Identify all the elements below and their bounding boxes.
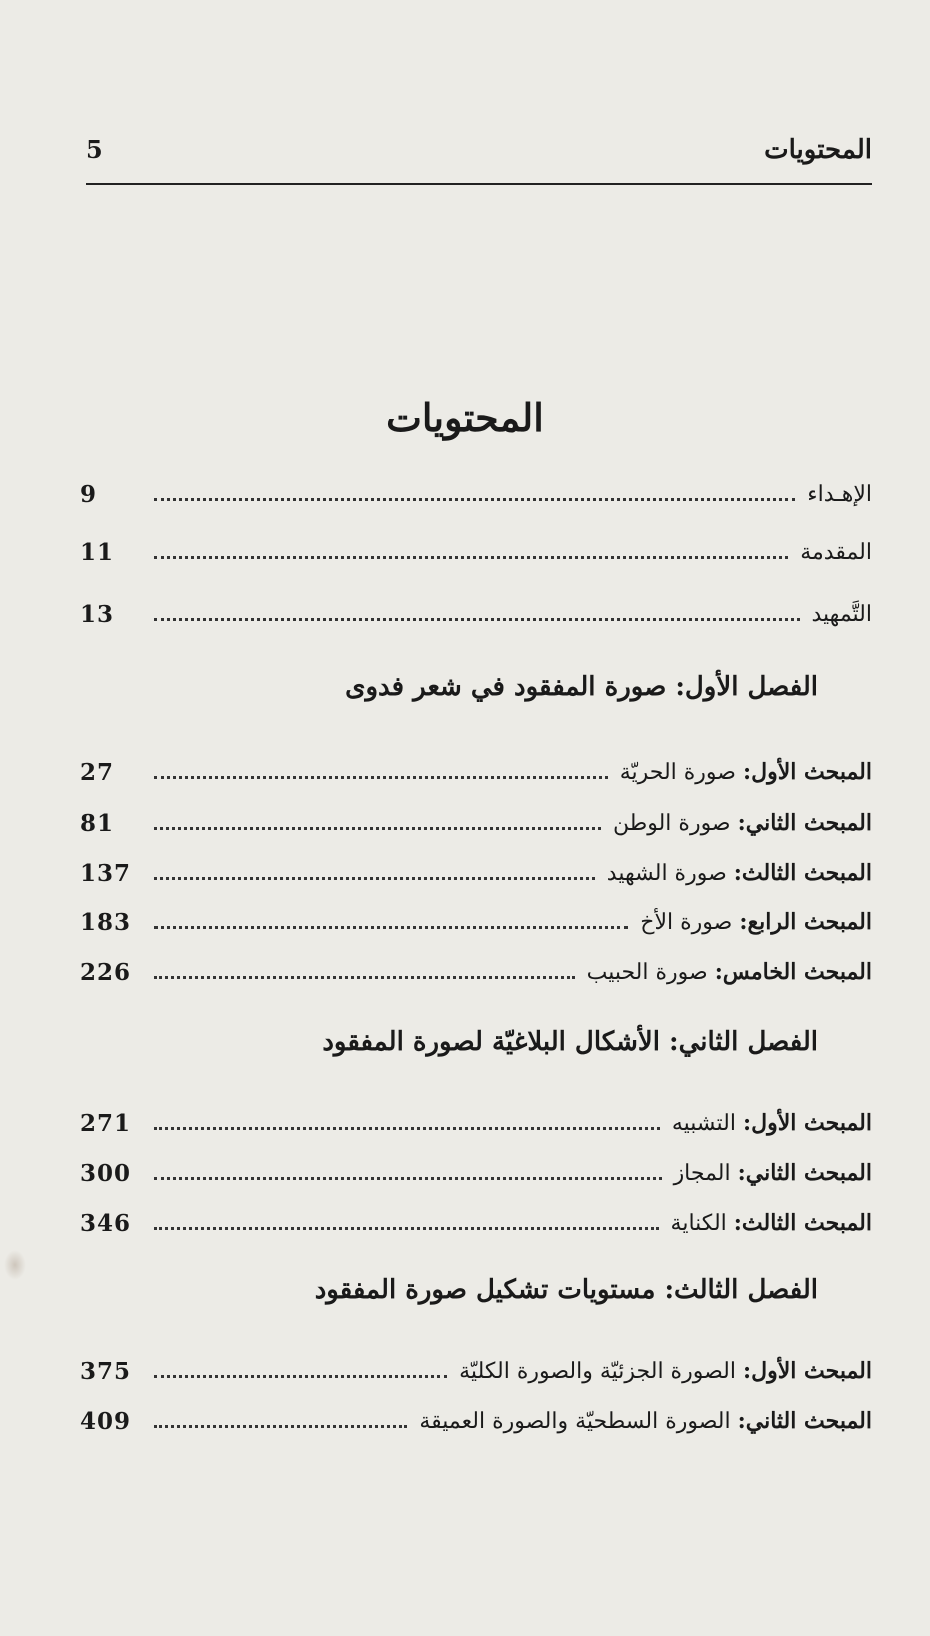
toc-entry[interactable]	[80, 851, 872, 895]
page-number: 5	[86, 135, 103, 164]
dot-leader	[154, 877, 595, 880]
toc-entry[interactable]	[80, 1101, 872, 1145]
entry-prefix: المبحث الأول:	[742, 759, 872, 785]
toc-entry[interactable]	[80, 1349, 872, 1393]
entry-page: 27	[80, 758, 115, 786]
entry-page: 271	[80, 1109, 132, 1137]
toc-entry[interactable]	[80, 1201, 872, 1245]
entry-prefix: المبحث الرابع:	[739, 909, 872, 935]
dot-leader	[154, 1227, 659, 1230]
entry-prefix: المبحث الثالث:	[733, 1210, 872, 1236]
chapter-2-heading: الفصل الثاني: الأشكال البلاغيّة لصورة المفقود	[322, 1027, 818, 1057]
dot-leader	[154, 618, 800, 621]
dot-leader	[154, 1177, 662, 1180]
entry-page: 375	[80, 1357, 132, 1385]
entry-subtitle: صورة الأخ	[640, 910, 733, 935]
entry-prefix: المبحث الثاني:	[737, 1160, 872, 1186]
entry-subtitle: صورة الحبيب	[586, 960, 708, 985]
entry-page: 137	[80, 859, 132, 887]
entry-title	[613, 810, 872, 836]
entry-prefix: المبحث الأول:	[742, 1358, 872, 1384]
toc-entry-introduction[interactable]	[80, 530, 872, 574]
dot-leader	[154, 1127, 660, 1130]
entry-subtitle: صورة الوطن	[612, 811, 731, 836]
entry-prefix: المبحث الخامس:	[714, 959, 872, 985]
dot-leader	[154, 827, 601, 830]
running-title: المحتويات	[764, 135, 872, 165]
entry-page: 13	[80, 600, 115, 628]
entry-title	[607, 860, 872, 886]
entry-subtitle: المجاز	[673, 1161, 731, 1186]
entry-prefix: المبحث الثاني:	[737, 810, 872, 836]
entry-subtitle: صورة الحريّة	[619, 760, 736, 785]
entry-page: 11	[80, 538, 115, 566]
dot-leader	[154, 926, 628, 929]
entry-subtitle: الكناية	[670, 1211, 727, 1236]
entry-subtitle: الصورة الجزئيّة والصورة الكليّة	[459, 1359, 736, 1384]
dot-leader	[154, 556, 788, 559]
dot-leader	[154, 1375, 447, 1378]
dot-leader	[154, 498, 795, 501]
entry-title: التَّمهيد	[811, 601, 872, 627]
entry-title	[587, 959, 872, 985]
header-rule	[86, 183, 872, 185]
entry-subtitle: صورة الشهيد	[606, 861, 727, 886]
entry-page: 346	[80, 1209, 132, 1237]
toc-entry-preface[interactable]	[80, 592, 872, 636]
entry-title: المقدمة	[800, 539, 872, 565]
entry-title: الإهـداء	[807, 481, 872, 507]
entry-title	[640, 909, 872, 935]
chapter-3-heading: الفصل الثالث: مستويات تشكيل صورة المفقود	[314, 1275, 818, 1305]
dot-leader	[154, 976, 575, 979]
entry-title	[459, 1358, 872, 1384]
entry-title	[419, 1408, 872, 1434]
toc-entry-dedication[interactable]	[80, 472, 872, 516]
toc-entry[interactable]	[80, 801, 872, 845]
entry-prefix: المبحث الأول:	[742, 1110, 872, 1136]
entry-page: 300	[80, 1159, 132, 1187]
dot-leader	[154, 776, 608, 779]
entry-prefix: المبحث الثاني:	[737, 1408, 872, 1434]
chapter-1-heading: الفصل الأول: صورة المفقود في شعر فدوى	[345, 672, 818, 702]
toc-entry[interactable]	[80, 900, 872, 944]
running-header	[86, 133, 872, 181]
entry-title	[671, 1210, 872, 1236]
dot-leader	[154, 1425, 407, 1428]
entry-title	[674, 1160, 872, 1186]
entry-page: 409	[80, 1407, 132, 1435]
toc-entry[interactable]	[80, 1151, 872, 1195]
toc-entry[interactable]	[80, 750, 872, 794]
entry-subtitle: الصورة السطحيّة والصورة العميقة	[419, 1409, 731, 1434]
entry-title	[672, 1110, 872, 1136]
entry-page: 226	[80, 958, 132, 986]
toc-entry[interactable]	[80, 950, 872, 994]
entry-prefix: المبحث الثالث:	[733, 860, 872, 886]
entry-page: 9	[80, 480, 98, 508]
paper-smudge	[4, 1250, 26, 1280]
entry-title	[620, 759, 872, 785]
toc-title: المحتويات	[386, 395, 544, 440]
toc-entry[interactable]	[80, 1399, 872, 1443]
entry-page: 81	[80, 809, 115, 837]
entry-page: 183	[80, 908, 132, 936]
entry-subtitle: التشبيه	[671, 1111, 736, 1136]
